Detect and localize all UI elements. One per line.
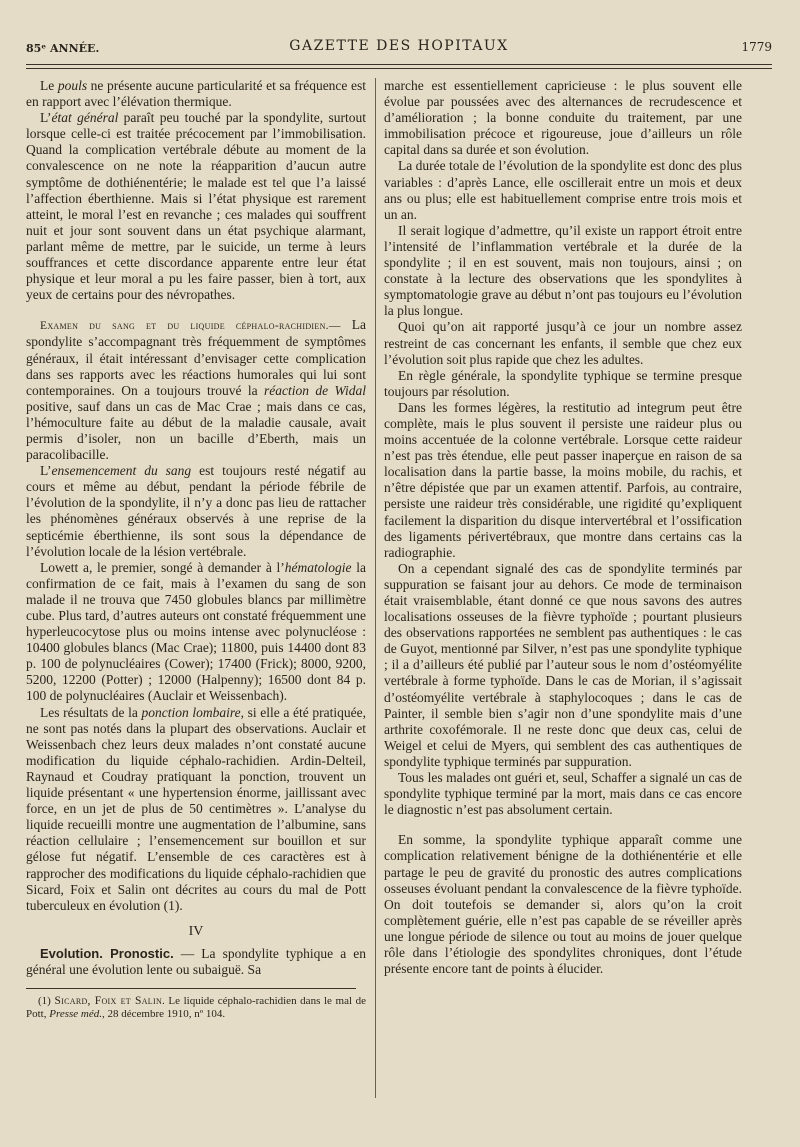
page-number: 1779: [741, 40, 772, 54]
paragraph-conclusion: En somme, la spondylite typhique apparaît comme une complication relativement bénigne de la dothiénentérie et elle partage le peu de gravité du pronostic des autres complications osseuses évoluant pendant la convalescence de la fièvre typhoïde. On doit toutefois se demander si, alors qu’on la croit complètement guérie, elle n’est pas capable de se réveiller après une longue période de silence ou tout au moins de jouer quelque rôle dans l’étiologie des spondylites chroniques, dont l’étude présente encore tant de points à élucider.: [384, 832, 742, 977]
paragraph-resolution: En règle générale, la spondylite typhique se termine presque toujours par résolution.: [384, 367, 742, 399]
paragraph-children: Quoi qu’on ait rapporté jusqu’à ce jour un nombre assez restreint de cas concernant les enfants, il semble que chez eux l’évolution soit plus rapide que chez les adultes.: [384, 319, 742, 367]
footnote: (1) Sicard, Foix et Salin. Le liquide céphalo-rachidien dans le mal de Pott, Presse méd., 28 décembre 1910, nº 104.: [26, 995, 367, 1021]
section-number: IV: [188, 923, 204, 939]
section-heading: Evolution. Pronostic.: [40, 945, 174, 961]
paragraph-lumbar-puncture: Les résultats de la ponction lombaire, si elle a été pratiquée, ne sont pas notés dans la plupart des observations. Auclair et Weissenbach chez leurs deux malades n’ont constaté aucune modification du liquide céphalo-rachidien. Ardin-Delteil, Raynaud et Coudray pratiquant la ponction, trouvent un liquide présentant « une hypertension énorme, jaillissant avec force, en un jet de plus de 50 centimètres ». L’analyse du liquide recueilli montre une augmentation de l’albumine, sans réaction cellulaire ; l’ensemencement sur bouillon et sur gélose fut négatif. L’ensemble de ces caractères est à rapprocher des modifications du liquide céphalo-rachidien que Sicard, Foix et Salin ont décrites au cours du mal de Pott tuberculeux en évolution (1).: [26, 704, 366, 913]
journal-title: GAZETTE DES HOPITAUX: [289, 38, 509, 54]
column-divider: [375, 78, 376, 1098]
paragraph-general-state: L’état général paraît peu touché par la spondylite, surtout lorsque celle-ci est traitée précocement par l’immobilisation. Quand la complication vertébrale débute au moment de la convalescence on ne note la réapparition d’aucun autre symptôme de dothiénentérie; le malade est tel que l’a laissé l’affection éberthienne. Mais si l’état physique est rarement atteint, le moral l’est en revanche ; ces malades qui souffrent nuit et jour sont souvent dans un état psychique alarmant, parlant même de mettre, par le suicide, un terme à leurs souffrances et cette discordance apparente entre leur état physique et leur moral a pu les faire passer, bien à tort, aux yeux de certains pour des névropathes.: [26, 110, 367, 303]
volume-year: 85ᵉ ANNÉE.: [26, 42, 100, 55]
paragraph-course: marche est essentiellement capricieuse : le plus souvent elle évolue par poussées avec des alternances de recrudescence et d’amélioration ; la bonne conduite du traitement, par une immobilisation précoce et rigoureuse, joue d’ailleurs un rôle capital dans sa durée et son évolution.: [384, 78, 742, 158]
header-rule-thin: [26, 68, 772, 69]
paragraph-suppuration: On a cependant signalé des cas de spondylite terminés par suppuration se faisant jour au dehors. Ce mode de terminaison était vraisemblable, étant donné ce que nous savons des autres localisations osseuses de la fièvre typhoïde ; pourtant plusieurs des observations rapportées ne semblent pas authentiques : le cas de Guyot, mentionné par Silver, n’est pas une spondylite typhique ; il a d’ailleurs été publié par l’auteur sous le nom d’ostéomyélite vertébrale à forme typhoïde. Dans le cas de Morian, il s’agissait d’ostéomyélite vertébrale à staphylocoques ; dans le cas de Painter, il semble bien s’agir non d’une spondylite mais d’une arthrite coxofémorale. Il ne reste donc que deux cas, celui de Weigel et celui de Myers, qui semblent des cas authentiques de spondylite typhique terminés par suppuration.: [384, 560, 742, 769]
subsection-heading: Examen du sang et du liquide céphalo-rachidien.—: [40, 320, 341, 333]
paragraph-blood-culture: L’ensemencement du sang est toujours resté négatif au cours et même au début, pendant la période fébrile de l’évolution de la spondylite, il n’y a donc pas lieu de rattacher les phénomènes généraux observés à une reprise de la septicémie éberthienne, ils sont sous la dépendance de l’évolution locale de la lésion vertébrale.: [26, 463, 366, 559]
paragraph-outcome: Tous les malades ont guéri et, seul, Schaffer a signalé un cas de spondylite typhique terminé par la mort, mais dans ce cas encore le diagnostic n’est pas absolument certain.: [384, 770, 742, 818]
footnote-rule: [26, 988, 356, 989]
paragraph-hematology: Lowett a, le premier, songé à demander à l’hématologie la confirmation de ce fait, mais à l’examen du sang de son malade il ne trouva que 7450 globules blancs par millimètre cube. Plus tard, d’autres auteurs ont constaté fréquemment une hyperleucocytose plus ou moins intense avec polynucléose : 10400 globules blancs (Mac Crae); 11800, puis 14400 dont 83 p. 100 de polynucléaires (Cower); 17400 (Frick); 8000, 9200, 5200, 12200 (Potter) ; 12000 (Halpenny); 16500 dont 84 p. 100 de polynucléaires (Auclair et Weissenbach).: [26, 559, 366, 704]
page-header: [26, 38, 772, 62]
paragraph-pulse: Le pouls ne présente aucune particularité et sa fréquence est en rapport avec l’élévation thermique.: [26, 78, 366, 110]
paragraph-blood-exam: Examen du sang et du liquide céphalo-rachidien.— La spondylite s’accompagnant très fréquemment de symptômes généraux, il était intéressant d’envisager cette complication dans ses rapports avec les réactions humorales qui lui sont contemporaines. On a toujours trouvé la réaction de Widal positive, sauf dans un cas de Mac Crae ; mais dans ce cas, l’hémoculture faite au début de la maladie causale, avait permis d’isoler, non un bacille d’Eberth, mais un paracolibacille.: [26, 317, 366, 463]
paragraph-evolution: Evolution. Pronostic. — La spondylite typhique a en général une évolution lente ou subaiguë. Sa: [26, 945, 366, 977]
right-column: [384, 78, 742, 977]
paragraph-intensity: Il serait logique d’admettre, qu’il existe un rapport étroit entre l’intensité de l’inflammation vertébrale et la durée de la spondylite ; il en est souvent, mais non toujours, ainsi ; on constate à la lecture des observations que les spondylites à symptomatologie grave au début n’ont pas toujours eu l’évolution la plus longue.: [384, 222, 742, 319]
header-rule: [26, 64, 772, 65]
paragraph-mild-forms: Dans les formes légères, la restitutio ad integrum peut être complète, mais le plus souvent il persiste une raideur plus ou moins accentuée de la colonne vertébrale. Lorsque cette raideur n’est pas très étendue, elle peut passer inaperçue en raison de sa localisation dans la partie basse, la moins mobile, du rachis, et n’être dépistée que par un examen attentif. Parfois, au contraire, persiste une raideur très considérable, une rigidité qu’expliquent facilement la disparition du disque intervertébral et l’ossification des ligaments périvertébraux, que montre dans certains cas la radiographie.: [384, 399, 742, 560]
left-column: [26, 78, 366, 1021]
paragraph-duration: La durée totale de l’évolution de la spondylite est donc des plus variables : d’après Lance, elle oscillerait entre un mois et deux ans ou plus; elle est habituellement comprise entre trois mois et un an.: [384, 158, 742, 222]
